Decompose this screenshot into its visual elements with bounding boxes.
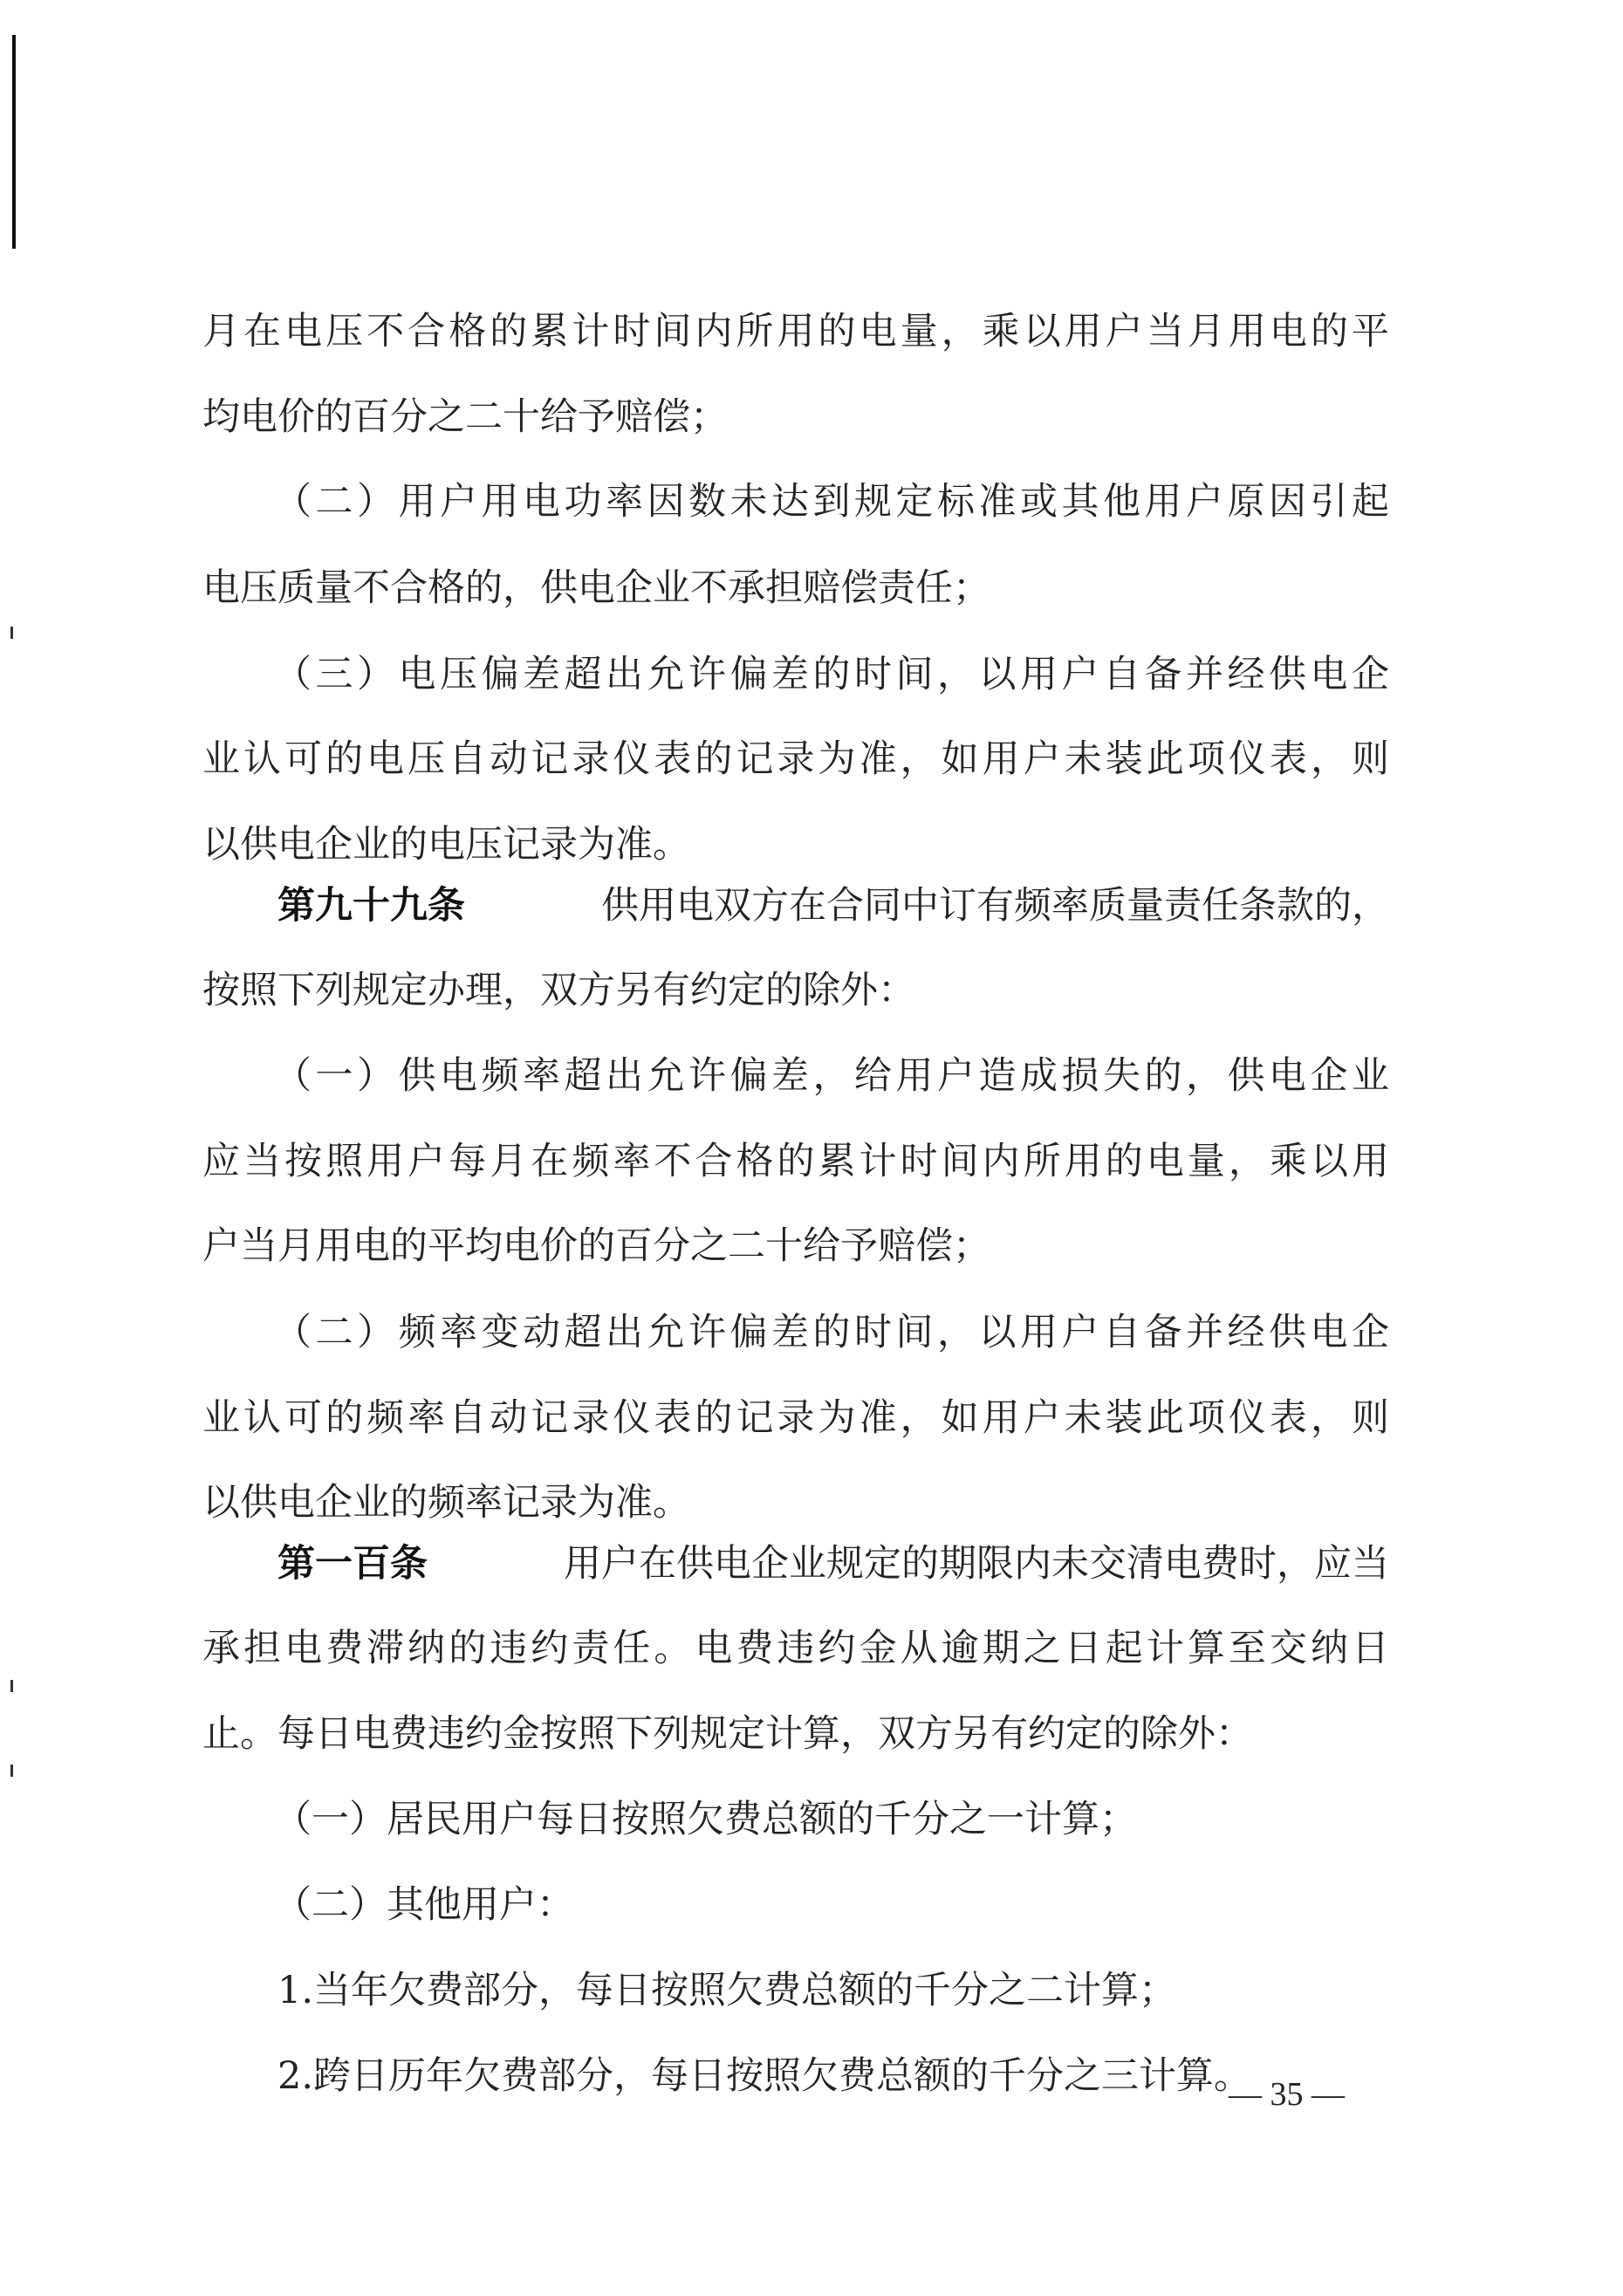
text-line: 1.当年欠费部分，每日按照欠费总额的千分之二计算； — [277, 1969, 1177, 2012]
text-line: （二）用户用电功率因数未达到规定标准或其他用户原因引起 — [274, 480, 1389, 524]
text-line: （一）居民用户每日按照欠费总额的千分之一计算； — [274, 1798, 1137, 1841]
article-heading: 第一百条 — [277, 1542, 428, 1586]
text-line: 止。每日电费违约金按照下列规定计算，双方另有约定的除外： — [202, 1712, 1253, 1756]
article-text: 用户在供电企业规定的期限内未交清电费时，应当 — [564, 1542, 1389, 1586]
article-heading: 第九十九条 — [277, 884, 465, 928]
margin-mark — [10, 627, 13, 639]
text-line: （二）频率变动超出允许偏差的时间，以用户自备并经供电企 — [274, 1311, 1389, 1354]
text-line: 月在电压不合格的累计时间内所用的电量，乘以用户当月用电的平 — [202, 310, 1389, 353]
article-100-first-line — [277, 1538, 1389, 1590]
article-99-first-line — [277, 880, 1389, 932]
margin-mark — [10, 1765, 13, 1777]
margin-mark — [10, 1680, 13, 1692]
text-line: 以供电企业的频率记录为准。 — [202, 1481, 690, 1525]
text-line: 按照下列规定办理，双方另有约定的除外： — [202, 969, 915, 1012]
text-line: 业认可的电压自动记录仪表的记录为准，如用户未装此项仪表，则 — [202, 737, 1389, 781]
text-line: 应当按照用户每月在频率不合格的累计时间内所用的电量，乘以用 — [202, 1140, 1389, 1183]
text-line: （三）电压偏差超出允许偏差的时间，以用户自备并经供电企 — [274, 653, 1389, 696]
text-line: 均电价的百分之二十给予赔偿； — [202, 395, 728, 439]
text-line: （二）其他用户： — [274, 1883, 574, 1927]
text-line: （一）供电频率超出允许偏差，给用户造成损失的，供电企业 — [274, 1054, 1389, 1098]
text-line: 户当月用电的平均电价的百分之二十给予赔偿； — [202, 1224, 990, 1268]
text-line: 2.跨日历年欠费部分，每日按照欠费总额的千分之三计算。 — [277, 2054, 1252, 2098]
text-line: 电压质量不合格的，供电企业不承担赔偿责任； — [202, 566, 990, 610]
text-line: 业认可的频率自动记录仪表的记录为准，如用户未装此项仪表，则 — [202, 1396, 1389, 1440]
text-line: 承担电费滞纳的违约责任。电费违约金从逾期之日起计算至交纳日 — [202, 1627, 1389, 1670]
binding-line — [12, 35, 16, 249]
text-line: 以供电企业的电压记录为准。 — [202, 823, 690, 867]
page-number: — 35 — — [1229, 2076, 1345, 2113]
article-text: 供用电双方在合同中订有频率质量责任条款的， — [601, 884, 1389, 928]
